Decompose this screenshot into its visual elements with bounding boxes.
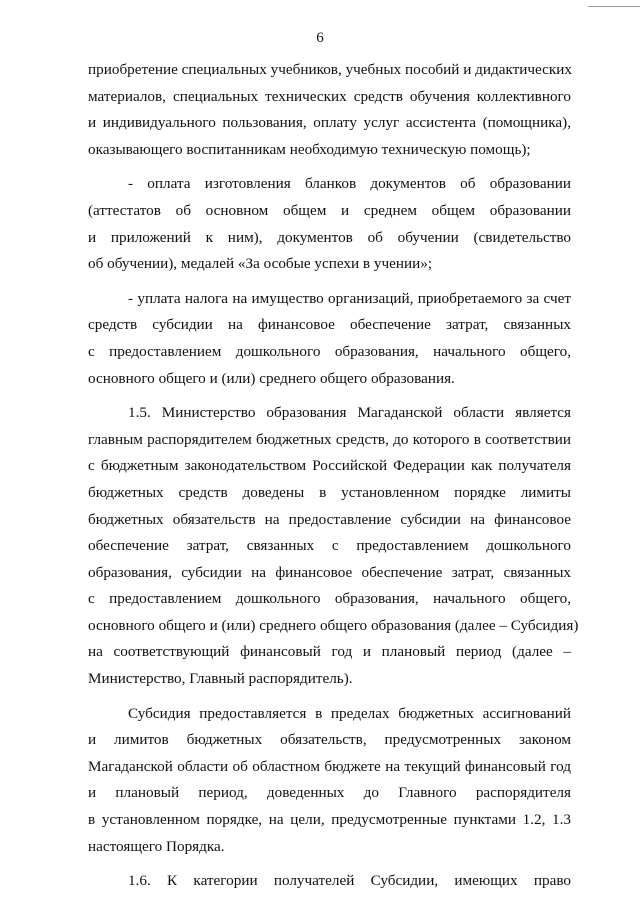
- paragraph-gap: [88, 693, 571, 701]
- paragraph: [88, 57, 571, 163]
- text-line: и плановый период, доведенных до Главного распорядителя: [88, 784, 571, 802]
- text-line: с бюджетным законодательством Российской Федерации как получателя: [88, 457, 571, 475]
- corner-line: [588, 6, 640, 7]
- text-line: оказывающего воспитанникам необходимую техническую помощь);: [88, 140, 531, 158]
- text-line: настоящего Порядка.: [88, 837, 225, 855]
- text-line: и лимитов бюджетных обязательств, предусмотренных законом: [88, 731, 571, 749]
- text-line: бюджетных средств доведены в установленном порядке лимиты: [88, 483, 571, 501]
- text-line: с предоставлением дошкольного образования, начального общего,: [88, 342, 571, 360]
- text-line: с предоставлением дошкольного образования, начального общего,: [88, 590, 571, 608]
- text-line: обеспечение затрат, связанных с предоставлением дошкольного: [88, 537, 571, 555]
- text-line: образования, субсидии на финансовое обеспечение затрат, связанных: [88, 563, 571, 581]
- text-line: основного общего и (или) среднего общего образования (далее – Субсидия): [88, 616, 579, 634]
- paragraph: [88, 701, 571, 861]
- text-line: - уплата налога на имущество организаций, приобретаемого за счет: [128, 289, 571, 307]
- paragraph-gap: [88, 860, 571, 868]
- text-line: в установленном порядке, на цели, предусмотренные пунктами 1.2, 1.3: [88, 811, 571, 829]
- text-line: об обучении), медалей «За особые успехи в учении»;: [88, 255, 433, 273]
- text-line: приобретение специальных учебников, учебных пособий и дидактических: [88, 61, 572, 78]
- text-line: Министерство, Главный распорядитель).: [88, 670, 353, 688]
- page-number: 6: [316, 30, 324, 46]
- text-line: на соответствующий финансовый год и плановый период (далее –: [88, 643, 571, 661]
- text-line: и индивидуального пользования, оплату услуг ассистента (помощника),: [88, 114, 571, 132]
- paragraph: [88, 400, 579, 693]
- text-line: - оплата изготовления бланков документов об образовании: [128, 175, 571, 193]
- text-line: средств субсидии на финансовое обеспечение затрат, связанных: [88, 316, 571, 334]
- text-line: основного общего и (или) среднего общего образования.: [88, 369, 455, 387]
- text-line: 1.6. К категории получателей Субсидии, имеющих право: [128, 872, 571, 890]
- text-line: и приложений к ним), документов об обучении (свидетельство: [88, 228, 571, 246]
- paragraph-gap: [88, 163, 571, 171]
- paragraph-gap: [88, 392, 571, 400]
- text-line: главным распорядителем бюджетных средств, до которого в соответствии: [88, 430, 571, 448]
- paragraph: [88, 286, 571, 392]
- text-line: материалов, специальных технических средств обучения коллективного: [88, 87, 571, 105]
- document-body: [88, 57, 579, 895]
- text-line: (аттестатов об основном общем и среднем общем образовании: [88, 201, 571, 219]
- text-line: Магаданской области об областном бюджете на текущий финансовый год: [88, 757, 571, 775]
- text-line: бюджетных обязательств на предоставление субсидии на финансовое: [88, 510, 571, 528]
- paragraph: [88, 171, 571, 277]
- text-line: 1.5. Министерство образования Магаданской области является: [128, 404, 571, 422]
- paragraph: [88, 868, 571, 895]
- text-line: Субсидия предоставляется в пределах бюджетных ассигнований: [128, 704, 571, 722]
- paragraph-gap: [88, 278, 571, 286]
